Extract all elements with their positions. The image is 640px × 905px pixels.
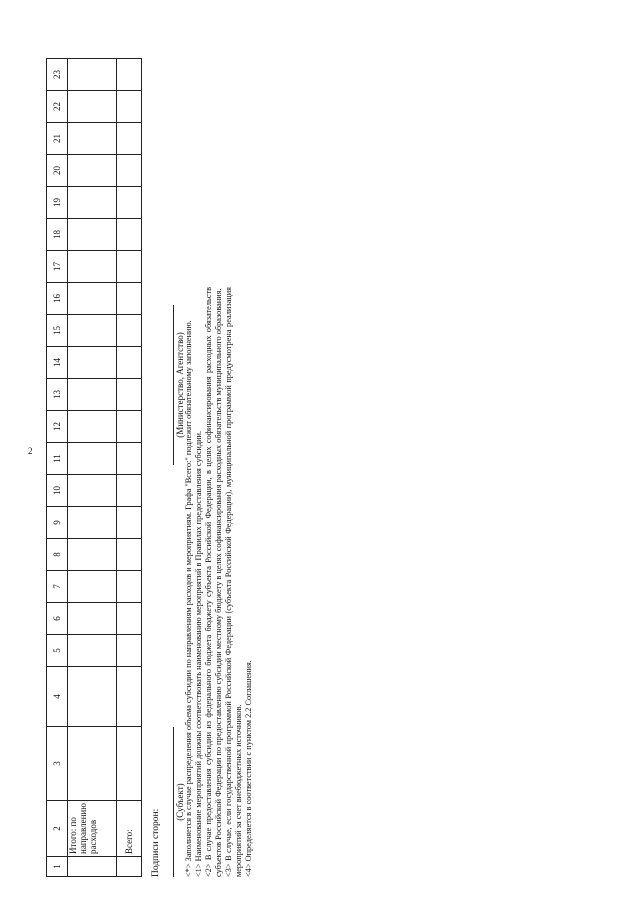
column-number: 22 [47, 91, 68, 123]
table-cell [117, 219, 142, 251]
column-number: 16 [47, 283, 68, 315]
column-number: 15 [47, 315, 68, 347]
table-cell [68, 507, 117, 539]
signatures-heading: Подписи сторон: [151, 808, 161, 877]
table-cell [117, 315, 142, 347]
table-cell [117, 727, 142, 801]
table-cell [68, 635, 117, 667]
table-cell [68, 443, 117, 475]
distribution-table [46, 58, 142, 877]
footnote: <1> Наименование мероприятий должны соответствовать наименованию мероприятий в Правилах предоставления субсидии. [194, 430, 203, 877]
table-cell [117, 507, 142, 539]
table-cell [68, 411, 117, 443]
footnotes [184, 287, 254, 877]
table-cell [68, 571, 117, 603]
table-cell [117, 347, 142, 379]
column-number: 5 [47, 635, 68, 667]
table-cell [68, 603, 117, 635]
column-number: 12 [47, 411, 68, 443]
table-cell [117, 443, 142, 475]
column-number: 18 [47, 219, 68, 251]
column-number-row [47, 59, 68, 877]
table-cell [68, 315, 117, 347]
column-number: 7 [47, 571, 68, 603]
page-number: 2 [28, 446, 33, 456]
column-number: 2 [47, 801, 68, 857]
table-cell [68, 251, 117, 283]
table-cell [68, 667, 117, 727]
table-cell [68, 187, 117, 219]
table-cell [68, 727, 117, 801]
row-label-grand-total: Всего: [117, 801, 142, 857]
column-number: 6 [47, 603, 68, 635]
table-cell [68, 91, 117, 123]
footnote: <*> Заполняется в случае распределения объема субсидии по направлениям расходов и мероприятиям. Графа "Всего:" подлежит обязательному заполнению. [184, 320, 193, 877]
table-cell [68, 123, 117, 155]
column-number: 4 [47, 667, 68, 727]
table-row-total-by-direction [68, 59, 117, 877]
column-number: 3 [47, 727, 68, 801]
footnote: <4> Определяется в соответствии с пунктом 2.2 Соглашения. [244, 660, 253, 877]
column-number: 23 [47, 59, 68, 91]
table-cell [68, 379, 117, 411]
signature-caption-subject: (Субъект) [175, 783, 185, 821]
column-number: 11 [47, 443, 68, 475]
table-cell [117, 475, 142, 507]
table-cell [68, 155, 117, 187]
table-cell [68, 539, 117, 571]
table-cell [68, 219, 117, 251]
signature-caption-ministry: (Министерство, Агентство) [175, 332, 185, 438]
table-cell [68, 283, 117, 315]
column-number: 19 [47, 187, 68, 219]
column-number: 14 [47, 347, 68, 379]
table-cell [117, 155, 142, 187]
table-cell [117, 635, 142, 667]
signature-line-subject [173, 727, 174, 877]
table-cell [117, 667, 142, 727]
signature-line-ministry [173, 305, 174, 465]
table-cell [117, 603, 142, 635]
table-cell [117, 59, 142, 91]
table-cell [117, 539, 142, 571]
table-cell [68, 857, 117, 877]
column-number: 1 [47, 857, 68, 877]
column-number: 10 [47, 475, 68, 507]
footnote: <2> В случае предоставления субсидии из федерального бюджета бюджету субъекта Российской Федерации, в целях софинансирования расходных обязательств субъектов Российской Федерации по предоставлению субсидии местному бюджету в целях софинансирования расходных обязательств муниципального образования. [204, 287, 223, 877]
column-number: 8 [47, 539, 68, 571]
table-cell [117, 411, 142, 443]
column-number: 20 [47, 155, 68, 187]
table-cell [68, 59, 117, 91]
table-cell [117, 187, 142, 219]
column-number: 21 [47, 123, 68, 155]
row-label-total-by-direction: Итого: по направлению расходов [68, 801, 117, 857]
table-cell [68, 475, 117, 507]
footnote: <3> В случае, если государственной программой Российской Федерации (субъекта Российской Федерации), муниципальной программой предусмотрена реализация мероприятий за счет внебюджетных источников. [224, 287, 243, 877]
table-cell [117, 123, 142, 155]
table-cell [117, 571, 142, 603]
table-cell [117, 251, 142, 283]
table-cell [117, 91, 142, 123]
column-number: 17 [47, 251, 68, 283]
column-number: 9 [47, 507, 68, 539]
table-cell [117, 379, 142, 411]
table-cell [117, 283, 142, 315]
column-number: 13 [47, 379, 68, 411]
table-cell [68, 347, 117, 379]
table-row-grand-total [117, 59, 142, 877]
table-cell [117, 857, 142, 877]
